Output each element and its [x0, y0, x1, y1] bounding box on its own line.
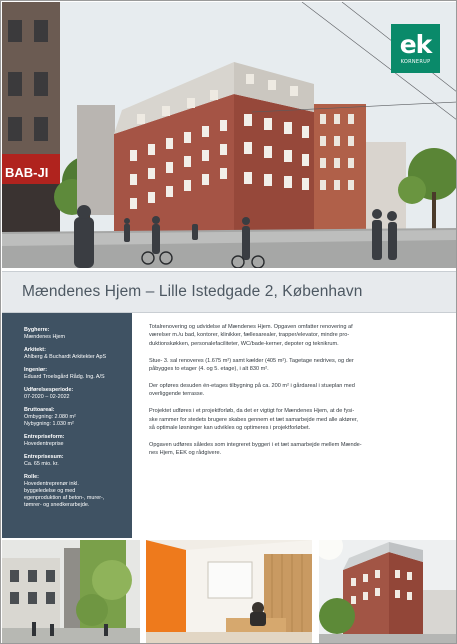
fact-entreprisesum [24, 454, 124, 468]
fact-value: Eduard Troelsgård Rådg. Ing. A/S [24, 374, 105, 380]
fact-label: Udførelsesperiode: [24, 387, 74, 393]
hero-photo [2, 2, 457, 268]
fact-bruttoareal [24, 407, 124, 428]
logo-text: KORNERUP [400, 59, 431, 65]
text-line: så optimale løsninger kan udvikles og optimeres i projektforløbet. [149, 425, 311, 432]
photo-building-rendering [319, 540, 457, 644]
text-line: Stue- 3. sal renoveres (1.675 m²) samt kælder (405 m²). Tagetage nedrives, og der [149, 357, 354, 364]
fact-value: tømrer- og snedkerarbejde. [24, 502, 90, 508]
description-paragraph [149, 441, 445, 458]
fact-udforelsesperiode [24, 387, 124, 401]
text-line: Projektet udføres i et projektforløb, da det er vigtigt for Mændenes Hjem, at de fysi- [149, 408, 355, 415]
project-description [149, 323, 445, 466]
logo-mark: ek [399, 30, 432, 59]
page-title: Mændenes Hjem – Lille Istedgade 2, København [22, 283, 363, 300]
courtyard-illustration [2, 540, 140, 644]
text-line: Opgaven udføres således som integreret byggeri i et tæt samarbejde mellem Mænde- [149, 442, 362, 449]
fact-value: Hovedentreprenør inkl. [24, 481, 79, 487]
project-facts-sidebar [2, 313, 132, 538]
photo-interior-room [146, 540, 312, 644]
fact-value: Mændenes Hjem [24, 334, 66, 340]
fact-value: Ca. 65 mio. kr. [24, 461, 59, 467]
text-line: påbygges to etager (4. og 5. etage), i alt 830 m². [149, 366, 269, 373]
interior-illustration [146, 540, 312, 644]
text-line: duktionskøkken, personalefaciliteter, WC/bade-kerner, depoter og teknikrum. [149, 340, 339, 347]
ek-kornerup-logo [391, 24, 440, 73]
fact-label: Bruttoareal: [24, 407, 55, 413]
fact-label: Ingeniør: [24, 367, 48, 373]
description-paragraph [149, 382, 445, 399]
fact-label: Bygherre: [24, 327, 50, 333]
fact-ingenior [24, 367, 124, 381]
fact-value: byggeledelse og med [24, 488, 76, 494]
fact-value: Ombygning: 2.080 m² [24, 414, 76, 420]
photo-courtyard [2, 540, 140, 644]
fact-value: Hovedentreprise [24, 441, 64, 447]
fact-label: Entrepriseform: [24, 434, 65, 440]
description-paragraph [149, 323, 445, 348]
fact-bygherre [24, 327, 124, 341]
text-line: Der opføres desuden én-etages tilbygning på ca. 200 m² i gårdareal i stueplan med [149, 383, 355, 390]
fact-value: Ahlberg & Buchardt Arkitekter ApS [24, 354, 107, 360]
fact-value: Nybygning: 1.030 m² [24, 421, 74, 427]
fact-label: Entreprisesum: [24, 454, 64, 460]
fact-label: Rolle: [24, 474, 39, 480]
text-line: overliggende terrasse. [149, 391, 205, 398]
text-line: Totalrenovering og udvidelse af Mændenes Hjem. Opgaven omfatter renovering af [149, 324, 353, 330]
fact-value: 07-2020 – 02-2022 [24, 394, 70, 400]
fact-value: egenproduktion af beton-, murer-, [24, 495, 105, 501]
text-line: nes Hjem, EEK og rådgivere. [149, 450, 222, 457]
hero-illustration [2, 2, 457, 268]
fact-arkitekt [24, 347, 124, 361]
description-paragraph [149, 357, 445, 374]
text-line: værelser m./u bad, kontorer, klinikker, fællesarealer, trapper/elevator, mindre pro- [149, 332, 350, 339]
text-line: ske rammer for stedets brugere skabes gennem et tæt samarbejde med alle aktører, [149, 416, 358, 423]
description-paragraph [149, 407, 445, 432]
title-band [2, 271, 457, 313]
shop-sign-text: BAB-JI [5, 165, 49, 180]
fact-entrepriseform [24, 434, 124, 448]
fact-rolle [24, 474, 124, 509]
building-rendering-illustration [319, 540, 457, 644]
fact-label: Arkitekt: [24, 347, 46, 353]
